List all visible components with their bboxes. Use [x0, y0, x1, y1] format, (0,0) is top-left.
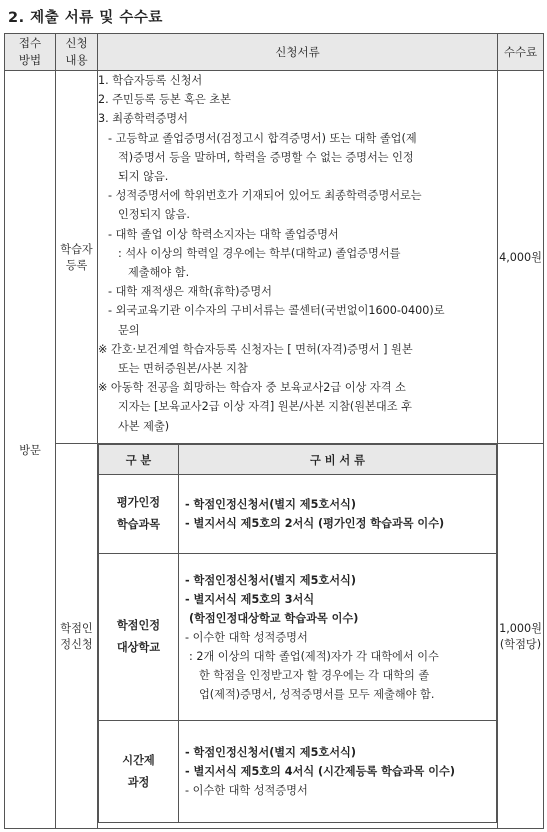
doc-line: : 2개 이상의 대학 졸업(제적)자가 각 대학에서 이수 — [189, 649, 439, 663]
fee-table — [4, 33, 544, 829]
doc-line: ※ 간호·보건계열 학습자등록 신청자는 [ 면허(자격)증명서 ] 원본 — [98, 342, 413, 356]
doc-line: 인정되지 않음. — [118, 208, 190, 222]
doc-line: - 별지서식 제5호의 3서식 — [185, 592, 315, 606]
doc-line: - 별지서식 제5호의 2서식 (평가인정 학습과목 이수) — [185, 517, 445, 530]
content-learner-registration: 학습자 등록 — [56, 71, 98, 444]
doc-line: 사본 제출) — [118, 419, 170, 433]
learner-registration-documents — [98, 71, 498, 444]
doc-line: 한 학점을 인정받고자 할 경우에는 각 대학의 졸 — [199, 668, 430, 682]
method-cell: 방문 — [5, 71, 56, 829]
doc-line: 제출해야 함. — [128, 266, 190, 280]
fee-credit-recognition: 1,000원 (학점당) — [498, 444, 544, 829]
doc-line: - 학점인정신청서(별지 제5호서식) — [185, 498, 356, 511]
header-content: 신청 내용 — [56, 34, 98, 71]
doc-line: - 별지서식 제5호의 4서식 (시간제등록 학습과목 이수) — [185, 765, 455, 778]
doc-line: ※ 아동학 전공을 희망하는 학습자 중 보육교사2급 이상 자격 소 — [98, 381, 406, 395]
sub-header-category: 구 분 — [99, 445, 179, 475]
doc-line: - 외국교육기관 이수자의 구비서류는 콜센터(국번없이1600-0400)로 — [108, 304, 445, 318]
sub-category-accredited-courses: 평가인정 학습과목 — [99, 475, 179, 554]
sub-category-target-schools: 학점인정 대상학교 — [99, 554, 179, 721]
sub-header-documents: 구 비 서 류 — [179, 445, 497, 475]
doc-line: : 석사 이상의 학력일 경우에는 학부(대학교) 졸업증명서를 — [118, 246, 401, 260]
doc-line: - 학점인정신청서(별지 제5호서식) — [185, 573, 356, 587]
sub-docs-part-time — [179, 721, 497, 823]
doc-line: - 성적증명서에 학위번호가 기재되어 있어도 최종학력증명서로는 — [108, 189, 422, 203]
doc-line: - 대학 재적생은 재학(휴학)증명서 — [108, 285, 272, 299]
doc-line: 1. 학습자등록 신청서 — [98, 74, 203, 87]
header-method: 접수 방법 — [5, 34, 56, 71]
doc-line: - 고등학교 졸업증명서(검정고시 합격증명서) 또는 대학 졸업(제 — [108, 131, 417, 145]
credit-recognition-documents — [98, 444, 498, 829]
sub-docs-accredited-courses — [179, 475, 497, 554]
header-documents: 신청서류 — [98, 34, 498, 71]
fee-learner-registration: 4,000원 — [498, 71, 544, 444]
doc-line: 업(제적)증명서, 성적증명서를 모두 제출해야 함. — [199, 687, 435, 701]
sub-category-part-time: 시간제 과정 — [99, 721, 179, 823]
doc-line: 또는 면허증원본/사본 지참 — [118, 362, 248, 376]
sub-docs-target-schools — [179, 554, 497, 721]
section-title: 2. 제출 서류 및 수수료 — [8, 10, 163, 26]
doc-line: 2. 주민등록 등본 혹은 초본 — [98, 93, 231, 107]
doc-line: 문의 — [118, 323, 140, 337]
doc-line: - 이수한 대학 성적증명서 — [185, 630, 308, 644]
credit-subtable — [98, 444, 497, 823]
header-fee: 수수료 — [498, 34, 544, 71]
doc-line: - 학점인정신청서(별지 제5호서식) — [185, 746, 356, 759]
doc-line: 되지 않음. — [118, 170, 169, 184]
doc-line: - 이수한 대학 성적증명서 — [185, 784, 308, 797]
doc-line: 지자는 [보육교사2급 이상 자격] 원본/사본 지참(원본대조 후 — [118, 400, 412, 414]
doc-line: - 대학 졸업 이상 학력소지자는 대학 졸업증명서 — [108, 227, 339, 241]
doc-line: 적)증명서 등을 말하며, 학력을 증명할 수 없는 증명서는 인정 — [118, 150, 414, 164]
doc-line: (학점인정대상학교 학습과목 이수) — [189, 611, 359, 625]
content-credit-recognition: 학점인 정신청 — [56, 444, 98, 829]
doc-line: 3. 최종학력증명서 — [98, 112, 188, 126]
